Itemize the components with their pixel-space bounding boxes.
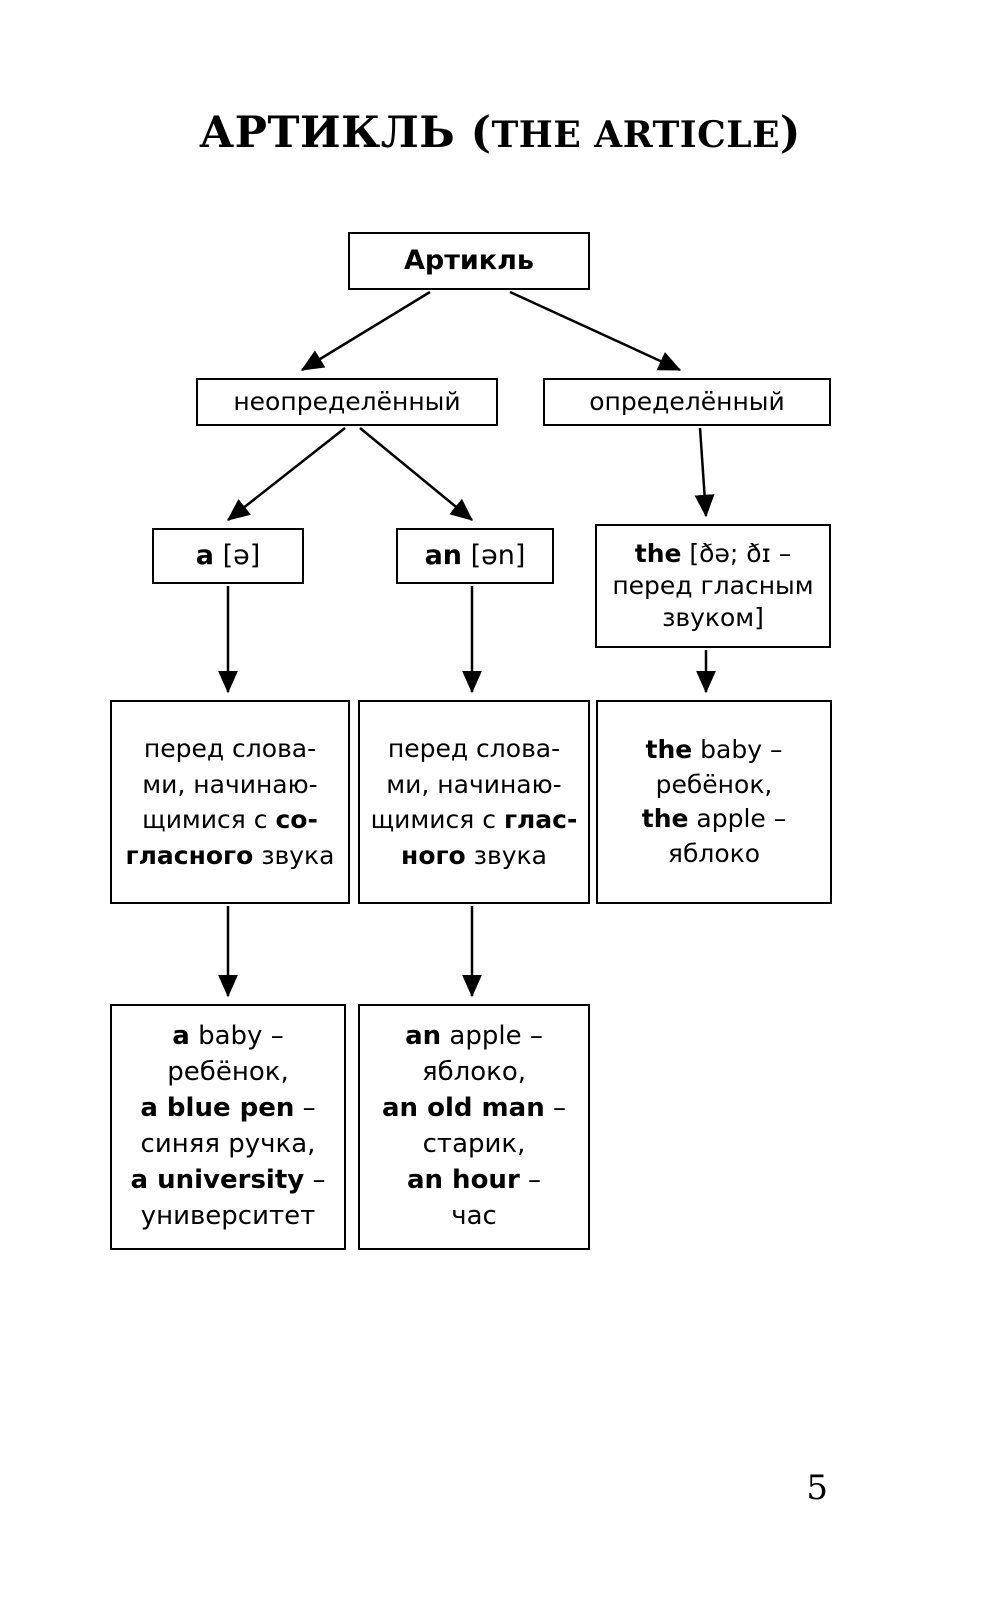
node-article-the-bold: the	[634, 539, 682, 568]
node-an-examples-line2: яблоко,	[421, 1057, 527, 1088]
node-article-a	[152, 528, 304, 584]
node-a-examples-line6: университет	[140, 1200, 316, 1231]
node-a-rule-line3-bold: со-	[275, 805, 318, 834]
node-an-rule-line1: перед слова-	[387, 734, 561, 763]
page-title	[0, 108, 1000, 158]
node-an-examples-line5-bold: an hour	[406, 1164, 520, 1195]
node-an-rule-line3-plain: щимися с	[370, 805, 504, 834]
node-an-examples-line6: час	[451, 1200, 497, 1231]
node-an-examples	[358, 1004, 590, 1250]
node-indefinite	[196, 378, 498, 426]
node-indefinite-label: неопределённый	[233, 387, 461, 416]
node-an-examples-line3-plain: –	[544, 1093, 566, 1124]
node-article-the-line3: звуком]	[662, 603, 764, 632]
node-a-examples-line5-bold: a university	[130, 1164, 305, 1195]
node-definite-label: определённый	[589, 387, 785, 416]
node-an-rule-line4-plain: звука	[465, 840, 547, 870]
node-a-examples-line1-bold: a	[172, 1021, 190, 1052]
node-a-rule-line4-plain: звука	[253, 840, 335, 870]
page-number: 5	[806, 1468, 828, 1508]
node-an-examples-line5-plain: –	[519, 1164, 542, 1195]
node-article	[348, 232, 590, 290]
node-an-examples-line4: старик,	[422, 1129, 526, 1159]
node-a-rule-line2: ми, начинаю-	[142, 769, 318, 799]
node-an-rule	[358, 700, 590, 904]
node-a-rule-line3-plain: щимися с	[142, 805, 276, 834]
node-article-the	[595, 524, 831, 648]
node-a-rule-line4-bold: гласного	[125, 840, 254, 870]
page-title-close: )	[780, 108, 801, 158]
node-article-an-transcription: [ən]	[462, 539, 526, 571]
node-the-examples-line3-bold: the	[641, 804, 689, 833]
node-an-examples-line1-bold: an	[405, 1021, 442, 1052]
node-an-rule-line3-bold: глас-	[503, 805, 578, 834]
node-the-examples-line1-bold: the	[645, 735, 693, 764]
page-title-en: THE ARTICLE	[491, 114, 781, 156]
node-the-examples	[596, 700, 832, 904]
page-title-ru: АРТИКЛЬ (	[199, 108, 492, 158]
node-the-examples-line1-plain: baby –	[692, 735, 783, 764]
node-a-examples-line1-plain: baby –	[189, 1021, 284, 1052]
node-a-examples-line2: ребёнок,	[167, 1057, 289, 1088]
node-the-examples-line4: яблоко	[667, 838, 761, 868]
node-an-rule-line2: ми, начинаю-	[386, 769, 562, 799]
node-an-examples-line1-plain: apple –	[441, 1021, 543, 1052]
node-the-examples-line2: ребёнок,	[655, 769, 773, 799]
node-a-examples-line3-plain: –	[294, 1093, 316, 1124]
node-article-label: Артикль	[404, 244, 534, 276]
node-a-examples-line3-bold: a blue pen	[140, 1093, 295, 1124]
node-a-examples-line4: синяя ручка,	[140, 1129, 316, 1159]
node-article-a-bold: a	[195, 539, 214, 571]
node-definite	[543, 378, 831, 426]
node-a-examples-line5-plain: –	[304, 1164, 326, 1195]
node-article-the-line2: перед гласным	[612, 571, 814, 600]
node-article-an-bold: an	[424, 539, 463, 571]
node-an-rule-line4-bold: ного	[401, 840, 466, 870]
node-article-an	[396, 528, 554, 584]
node-article-the-transcription: [ðə; ðɪ –	[681, 539, 792, 568]
node-article-a-transcription: [ə]	[213, 539, 261, 571]
node-a-examples	[110, 1004, 346, 1250]
node-a-rule-line1: перед слова-	[143, 734, 317, 763]
node-an-examples-line3-bold: an old man	[382, 1093, 545, 1124]
node-a-rule	[110, 700, 350, 904]
node-the-examples-line3-plain: apple –	[688, 804, 787, 833]
